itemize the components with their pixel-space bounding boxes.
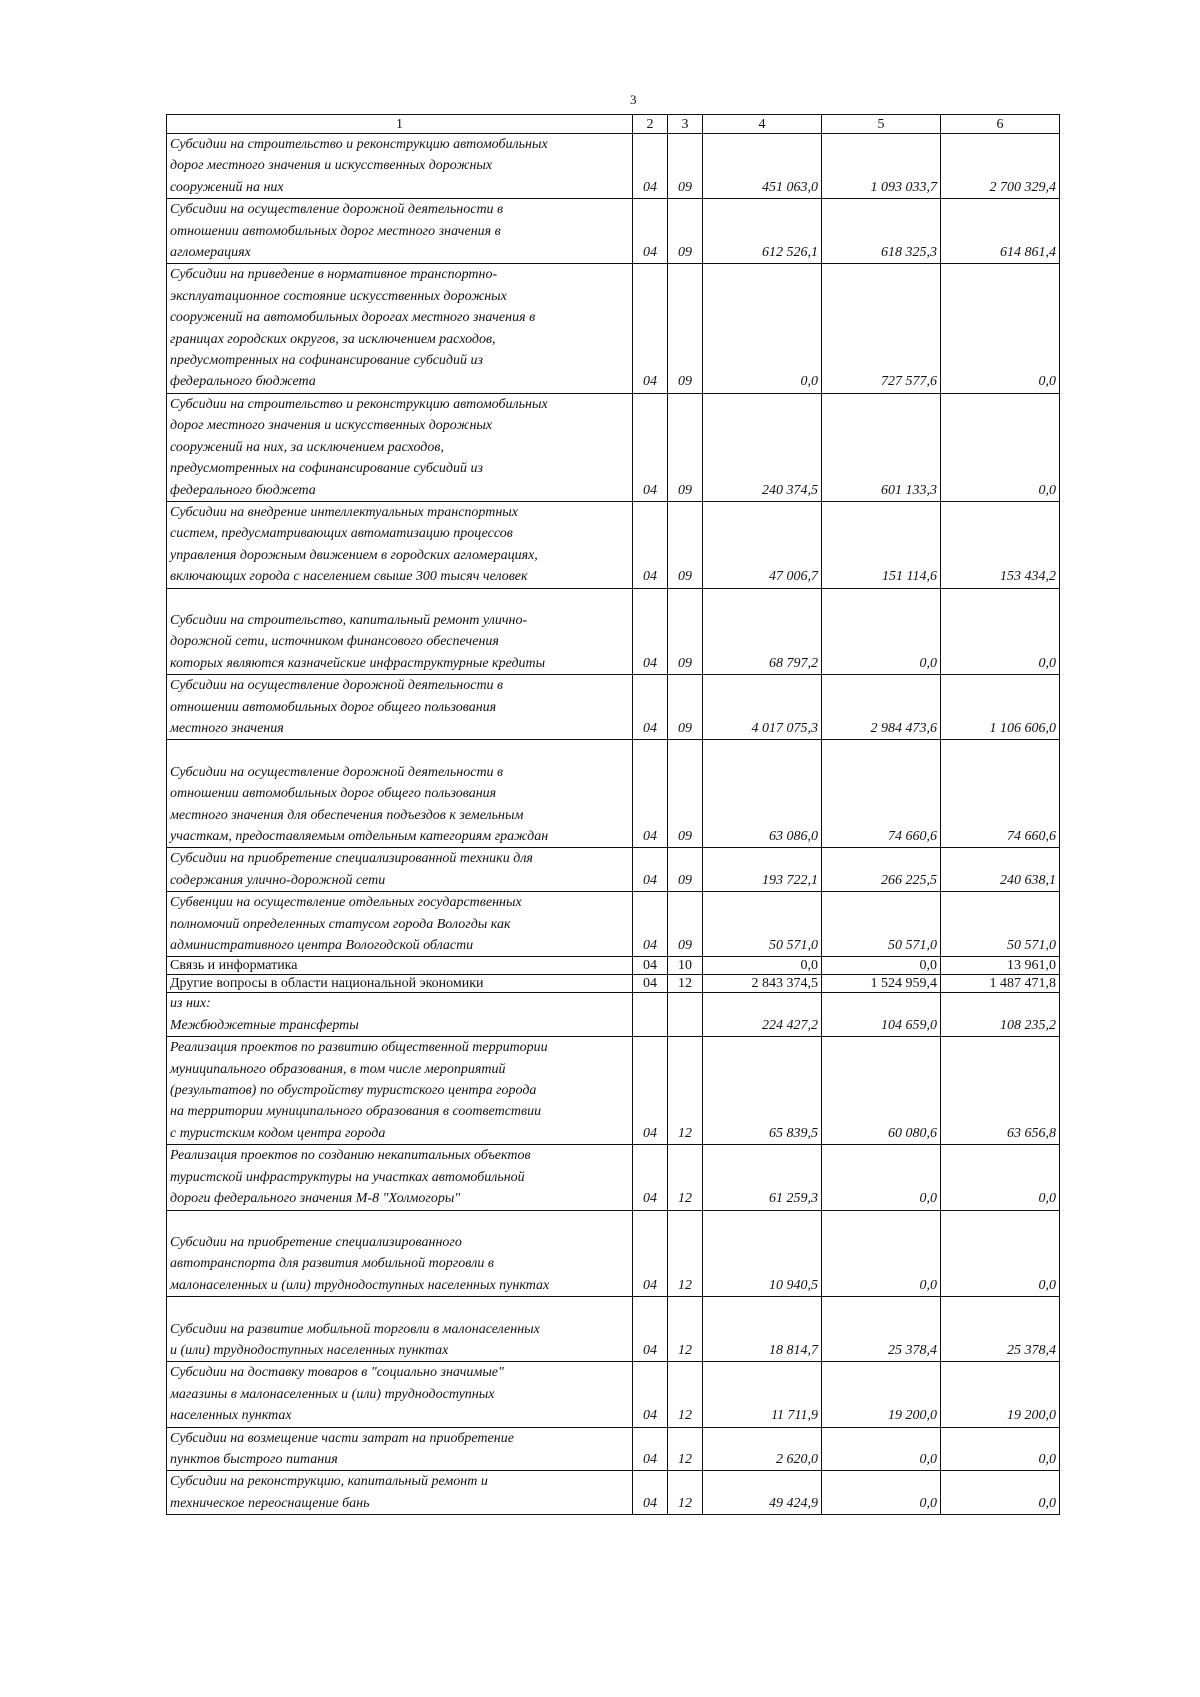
description-line: Другие вопросы в области национальной экономики (170, 976, 484, 992)
value-col-4: 47 006,7 (703, 501, 822, 588)
description-line: Субсидии на приобретение специализированного (170, 1234, 462, 1250)
section-code: 04 (633, 957, 668, 975)
description-line: управления дорожным движением в городских агломерациях, (170, 547, 538, 563)
row-description (167, 740, 633, 848)
subsection-code: 09 (668, 740, 703, 848)
value-col-4: 4 017 075,3 (703, 675, 822, 740)
subsection-code: 12 (668, 1471, 703, 1515)
description-line: включающих города с населением свыше 300 тысяч человек (170, 569, 528, 585)
table-row (167, 393, 1060, 501)
value-col-6: 50 571,0 (941, 892, 1060, 957)
table-row (167, 892, 1060, 957)
description-line: сооружений на автомобильных дорогах местного значения в (170, 310, 536, 326)
value-col-4: 10 940,5 (703, 1210, 822, 1297)
table-row (167, 1471, 1060, 1515)
budget-table (166, 114, 1060, 1515)
table-row (167, 264, 1060, 393)
description-line: административного центра Вологодской области (170, 938, 474, 954)
row-description (167, 993, 633, 1037)
value-col-5: 601 133,3 (822, 393, 941, 501)
section-code: 04 (633, 393, 668, 501)
value-col-4: 193 722,1 (703, 848, 822, 892)
value-col-5: 0,0 (822, 1471, 941, 1515)
value-col-6: 108 235,2 (941, 993, 1060, 1037)
row-description (167, 264, 633, 393)
table-row (167, 134, 1060, 199)
description-line: агломерациях (170, 245, 251, 261)
section-code: 04 (633, 892, 668, 957)
description-line: Субсидии на приведение в нормативное транспортно- (170, 267, 498, 283)
description-line: Субсидии на доставку товаров в "социально значимые" (170, 1365, 504, 1381)
subsection-code: 09 (668, 588, 703, 675)
description-line: магазины в малонаселенных и (или) труднодоступных (170, 1386, 495, 1402)
description-line: пунктов быстрого питания (170, 1451, 338, 1467)
description-line (170, 1211, 629, 1232)
value-col-6: 1 106 606,0 (941, 675, 1060, 740)
description-line: Субсидии на осуществление дорожной деятельности в (170, 202, 504, 218)
description-line: Субсидии на осуществление дорожной деятельности в (170, 764, 504, 780)
table-row (167, 1145, 1060, 1210)
value-col-6: 0,0 (941, 264, 1060, 393)
value-col-4: 451 063,0 (703, 134, 822, 199)
row-description (167, 134, 633, 199)
description-line: дорожной сети, источником финансового обеспечения (170, 634, 499, 650)
description-line: Субсидии на внедрение интеллектуальных транспортных (170, 504, 518, 520)
table-row (167, 993, 1060, 1037)
section-code: 04 (633, 264, 668, 393)
row-description (167, 892, 633, 957)
table-row (167, 1210, 1060, 1297)
section-code: 04 (633, 501, 668, 588)
section-code: 04 (633, 1427, 668, 1471)
description-line: сооружений на них, за исключением расходов, (170, 439, 444, 455)
value-col-6: 0,0 (941, 1210, 1060, 1297)
subsection-code: 09 (668, 393, 703, 501)
subsection-code: 12 (668, 975, 703, 993)
description-line: Реализация проектов по развитию общественной территории (170, 1040, 548, 1056)
value-col-5: 727 577,6 (822, 264, 941, 393)
section-code: 04 (633, 1145, 668, 1210)
page-number: 3 (630, 92, 637, 107)
value-col-5: 266 225,5 (822, 848, 941, 892)
row-description (167, 1471, 633, 1515)
subsection-code: 09 (668, 501, 703, 588)
value-col-5: 618 325,3 (822, 199, 941, 264)
header-col-6: 6 (941, 115, 1060, 134)
table-row (167, 1037, 1060, 1145)
table-row (167, 1297, 1060, 1362)
row-description (167, 1297, 633, 1362)
description-line: Реализация проектов по созданию некапитальных объектов (170, 1148, 531, 1164)
row-description (167, 1210, 633, 1297)
value-col-6: 0,0 (941, 1471, 1060, 1515)
row-description (167, 199, 633, 264)
subsection-code: 09 (668, 848, 703, 892)
value-col-4: 50 571,0 (703, 892, 822, 957)
value-col-4: 61 259,3 (703, 1145, 822, 1210)
description-line: федерального бюджета (170, 482, 316, 498)
description-line: (результатов) по обустройству туристского центра города (170, 1083, 537, 1099)
section-code: 04 (633, 199, 668, 264)
value-col-5: 1 093 033,7 (822, 134, 941, 199)
description-line: и (или) труднодоступных населенных пунктах (170, 1342, 449, 1358)
value-col-6: 74 660,6 (941, 740, 1060, 848)
table-row (167, 675, 1060, 740)
value-col-5: 25 378,4 (822, 1297, 941, 1362)
value-col-5: 60 080,6 (822, 1037, 941, 1145)
description-line: Субсидии на реконструкцию, капитальный ремонт и (170, 1474, 488, 1490)
description-line: участкам, предоставляемым отдельным категориям граждан (170, 829, 549, 844)
section-code (633, 993, 668, 1037)
description-line: дорог местного значения и искусственных дорожных (170, 418, 493, 434)
description-line: населенных пунктах (170, 1408, 292, 1424)
value-col-6: 0,0 (941, 1145, 1060, 1210)
row-description (167, 1145, 633, 1210)
section-code: 04 (633, 1210, 668, 1297)
table-row (167, 1427, 1060, 1471)
value-col-4: 2 843 374,5 (703, 975, 822, 993)
value-col-6: 0,0 (941, 393, 1060, 501)
section-code: 04 (633, 740, 668, 848)
value-col-4: 11 711,9 (703, 1362, 822, 1427)
description-line: Субвенции на осуществление отдельных государственных (170, 895, 522, 911)
subsection-code: 12 (668, 1037, 703, 1145)
value-col-5: 50 571,0 (822, 892, 941, 957)
section-code: 04 (633, 588, 668, 675)
value-col-6: 0,0 (941, 588, 1060, 675)
value-col-5: 0,0 (822, 1145, 941, 1210)
header-col-5: 5 (822, 115, 941, 134)
table-row (167, 848, 1060, 892)
description-line: федерального бюджета (170, 374, 316, 390)
section-code: 04 (633, 134, 668, 199)
description-line: отношении автомобильных дорог местного значения в (170, 223, 501, 239)
description-line: туристской инфраструктуры на участках автомобильной (170, 1169, 525, 1185)
value-col-4: 49 424,9 (703, 1471, 822, 1515)
subsection-code: 09 (668, 892, 703, 957)
subsection-code: 12 (668, 1427, 703, 1471)
value-col-4: 2 620,0 (703, 1427, 822, 1471)
table-row (167, 501, 1060, 588)
value-col-4: 240 374,5 (703, 393, 822, 501)
header-col-3: 3 (668, 115, 703, 134)
table-row (167, 199, 1060, 264)
row-description (167, 675, 633, 740)
row-description (167, 588, 633, 675)
subsection-code: 12 (668, 1297, 703, 1362)
row-description (167, 1362, 633, 1427)
value-col-6: 614 861,4 (941, 199, 1060, 264)
section-code: 04 (633, 848, 668, 892)
description-line: автотранспорта для развития мобильной торговли в (170, 1256, 494, 1272)
description-line: Субсидии на строительство, капитальный ремонт улично- (170, 612, 528, 628)
value-col-4: 63 086,0 (703, 740, 822, 848)
value-col-6: 1 487 471,8 (941, 975, 1060, 993)
table-row (167, 975, 1060, 993)
row-description (167, 501, 633, 588)
row-description (167, 957, 633, 975)
value-col-6: 25 378,4 (941, 1297, 1060, 1362)
section-code: 04 (633, 675, 668, 740)
description-line (170, 740, 629, 761)
subsection-code: 12 (668, 1210, 703, 1297)
description-line: предусмотренных на софинансирование субсидий из (170, 353, 483, 369)
description-line: систем, предусматривающих автоматизацию процессов (170, 526, 513, 542)
table-row (167, 740, 1060, 848)
description-line: местного значения (170, 720, 284, 736)
description-line: из них: (170, 996, 211, 1012)
value-col-4: 0,0 (703, 957, 822, 975)
description-line: отношении автомобильных дорог общего пользования (170, 786, 497, 802)
table-row (167, 957, 1060, 975)
section-code: 04 (633, 1297, 668, 1362)
row-description (167, 1037, 633, 1145)
header-col-4: 4 (703, 115, 822, 134)
value-col-6: 153 434,2 (941, 501, 1060, 588)
description-line: Субсидии на возмещение части затрат на приобретение (170, 1430, 514, 1446)
value-col-4: 18 814,7 (703, 1297, 822, 1362)
value-col-5: 0,0 (822, 1427, 941, 1471)
value-col-5: 0,0 (822, 1210, 941, 1297)
value-col-4: 68 797,2 (703, 588, 822, 675)
description-line: Субсидии на строительство и реконструкцию автомобильных (170, 396, 548, 412)
description-line: полномочий определенных статусом города Вологды как (170, 916, 511, 932)
description-line: границах городских округов, за исключением расходов, (170, 331, 496, 347)
value-col-5: 104 659,0 (822, 993, 941, 1037)
description-line: эксплуатационное состояние искусственных дорожных (170, 288, 507, 304)
value-col-4: 0,0 (703, 264, 822, 393)
value-col-5: 1 524 959,4 (822, 975, 941, 993)
description-line: Субсидии на осуществление дорожной деятельности в (170, 678, 504, 694)
description-line: местного значения для обеспечения подъездов к земельным (170, 807, 524, 823)
section-code: 04 (633, 1471, 668, 1515)
value-col-4: 612 526,1 (703, 199, 822, 264)
value-col-5: 0,0 (822, 957, 941, 975)
description-line: сооружений на них (170, 179, 284, 195)
description-line (170, 589, 629, 610)
value-col-6: 63 656,8 (941, 1037, 1060, 1145)
value-col-5: 2 984 473,6 (822, 675, 941, 740)
description-line: Субсидии на строительство и реконструкцию автомобильных (170, 137, 548, 152)
description-line: дороги федерального значения М-8 "Холмогоры" (170, 1191, 461, 1207)
table-row (167, 588, 1060, 675)
header-row (167, 115, 1060, 134)
description-line: с туристским кодом центра города (170, 1125, 386, 1141)
section-code: 04 (633, 975, 668, 993)
description-line: малонаселенных и (или) труднодоступных населенных пунктах (170, 1277, 550, 1293)
header-col-2: 2 (633, 115, 668, 134)
table-body (167, 134, 1060, 1515)
description-line: на территории муниципального образования в соответствии (170, 1104, 542, 1120)
row-description (167, 1427, 633, 1471)
section-code: 04 (633, 1362, 668, 1427)
subsection-code (668, 993, 703, 1037)
description-line: муниципального образования, в том числе мероприятий (170, 1061, 506, 1077)
value-col-6: 240 638,1 (941, 848, 1060, 892)
description-line: Связь и информатика (170, 958, 298, 974)
subsection-code: 12 (668, 1362, 703, 1427)
subsection-code: 09 (668, 134, 703, 199)
value-col-5: 19 200,0 (822, 1362, 941, 1427)
subsection-code: 09 (668, 199, 703, 264)
description-line: содержания улично-дорожной сети (170, 872, 386, 888)
row-description (167, 848, 633, 892)
row-description (167, 975, 633, 993)
subsection-code: 12 (668, 1145, 703, 1210)
subsection-code: 10 (668, 957, 703, 975)
section-code: 04 (633, 1037, 668, 1145)
header-col-1: 1 (167, 115, 633, 134)
table-row (167, 1362, 1060, 1427)
subsection-code: 09 (668, 264, 703, 393)
description-line: Субсидии на приобретение специализированной техники для (170, 851, 533, 867)
description-line: дорог местного значения и искусственных дорожных (170, 158, 493, 174)
value-col-4: 65 839,5 (703, 1037, 822, 1145)
description-line (170, 1297, 629, 1318)
description-line: Субсидии на развитие мобильной торговли в малонаселенных (170, 1321, 540, 1337)
description-line: отношении автомобильных дорог общего пользования (170, 699, 497, 715)
description-line: Межбюджетные трансферты (170, 1017, 359, 1033)
subsection-code: 09 (668, 675, 703, 740)
value-col-5: 0,0 (822, 588, 941, 675)
description-line: предусмотренных на софинансирование субсидий из (170, 461, 483, 477)
value-col-6: 0,0 (941, 1427, 1060, 1471)
value-col-5: 151 114,6 (822, 501, 941, 588)
value-col-6: 19 200,0 (941, 1362, 1060, 1427)
value-col-6: 2 700 329,4 (941, 134, 1060, 199)
description-line: техническое переоснащение бань (170, 1495, 370, 1511)
value-col-6: 13 961,0 (941, 957, 1060, 975)
description-line: которых являются казначейские инфраструктурные кредиты (170, 655, 546, 671)
value-col-4: 224 427,2 (703, 993, 822, 1037)
value-col-5: 74 660,6 (822, 740, 941, 848)
row-description (167, 393, 633, 501)
